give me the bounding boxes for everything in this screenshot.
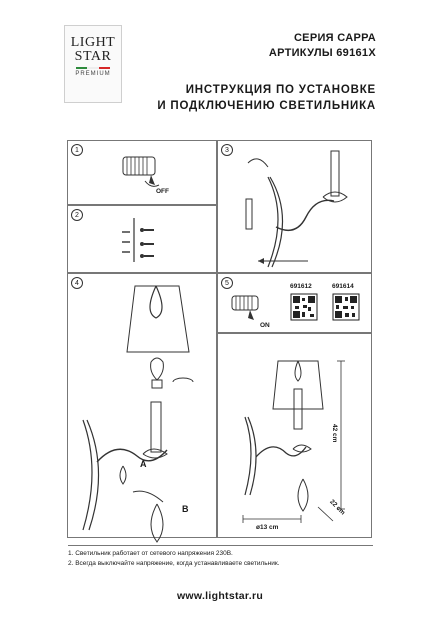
qr-code-label-2: 691614: [332, 283, 354, 290]
step-2-number: 2: [71, 209, 83, 221]
dimension-height: 42 cm: [331, 424, 338, 443]
lamp-dimensions-illustration: [223, 339, 368, 534]
step-5-number: 5: [221, 277, 233, 289]
article-numbers: АРТИКУЛЫ 69161X: [268, 47, 376, 59]
title-line-2: И ПОДКЛЮЧЕНИЮ СВЕТИЛЬНИКА: [157, 100, 376, 112]
part-label-a: A: [140, 459, 147, 469]
step-1-panel: [67, 140, 217, 205]
page-title: [157, 82, 376, 114]
step-3-panel: [217, 140, 372, 273]
step-4-panel: [67, 273, 217, 538]
mounting-plate-and-arm-illustration: [228, 149, 368, 269]
italian-flag-stripe: [76, 67, 110, 69]
step-5-panel: [217, 273, 372, 333]
logo-word-light: LIGHT: [70, 35, 116, 50]
title-line-1: ИНСТРУКЦИЯ ПО УСТАНОВКЕ: [185, 84, 376, 96]
logo-word-premium: PREMIUM: [75, 71, 111, 77]
part-label-b: B: [182, 504, 189, 514]
series-block: [269, 31, 376, 61]
switch-on-label: ON: [260, 322, 270, 329]
screws-and-anchors-illustration: [118, 216, 178, 266]
note-2: 2. Всегда выключайте напряжение, когда устанавливаете светильник.: [68, 560, 280, 567]
dimensions-panel: [217, 333, 372, 538]
step-4-number: 4: [71, 277, 83, 289]
logo-word-star: STAR: [74, 49, 112, 64]
series-name: СЕРИЯ САРРА: [293, 32, 376, 44]
brand-logo: [64, 25, 122, 103]
dimension-width: 22 cm: [328, 498, 347, 517]
dimension-diameter: ø13 cm: [256, 524, 279, 531]
switch-off-label: OFF: [156, 188, 169, 195]
qr-code-1-icon: [291, 294, 317, 320]
installation-notes: [68, 545, 373, 569]
website-link[interactable]: www.lightstar.ru: [176, 590, 264, 602]
shade-and-bulb-assembly-illustration: [73, 282, 218, 532]
step-3-number: 3: [221, 144, 233, 156]
note-1: 1. Светильник работает от сетевого напряжения 230В.: [68, 550, 233, 557]
qr-code-2-icon: [333, 294, 359, 320]
qr-code-label-1: 691612: [290, 283, 312, 290]
step-2-panel: [67, 205, 217, 273]
step-1-number: 1: [71, 144, 83, 156]
